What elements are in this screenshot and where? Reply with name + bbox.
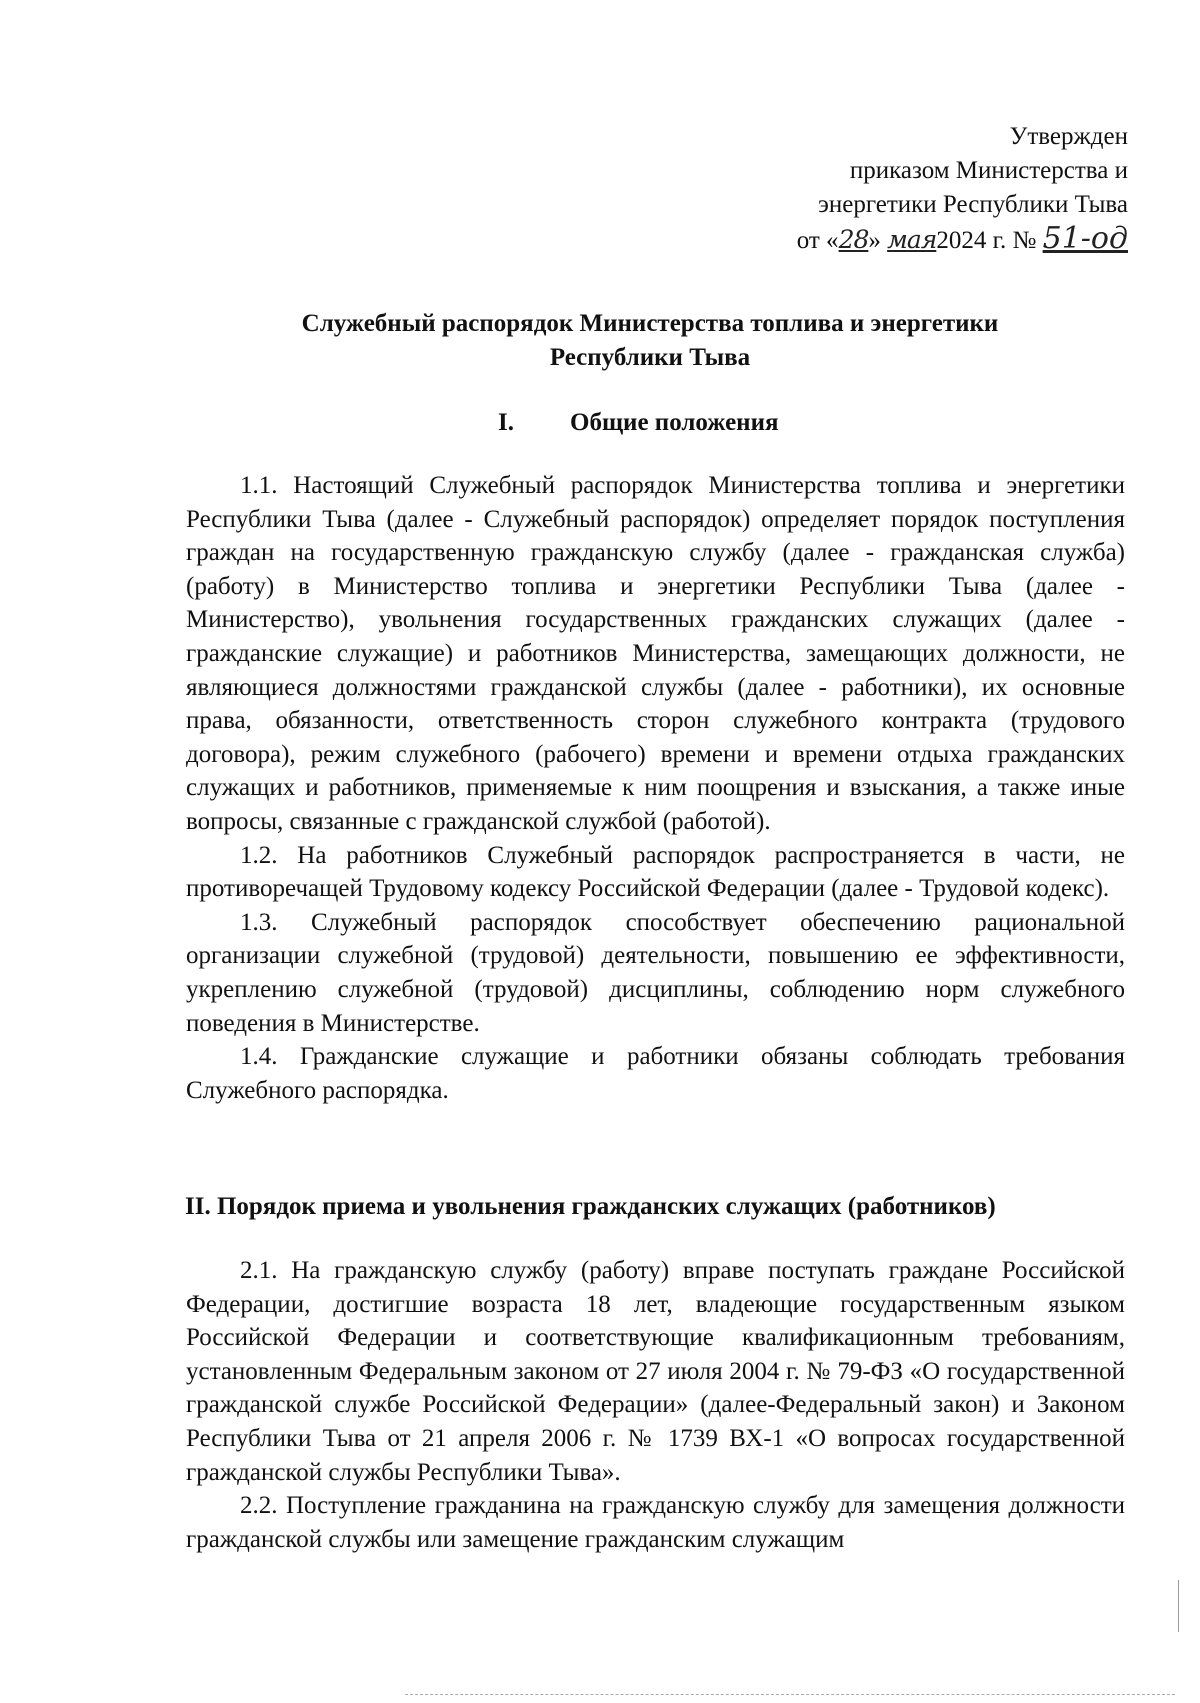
- scan-edge-mark: [1178, 1580, 1179, 1632]
- paragraph-1-1: 1.1. Настоящий Служебный распорядок Министерства топлива и энергетики Республики Тыва (далее - Служебный распорядок) определяет порядок поступления граждан на государственную гражданскую службу (далее - гражданская служба) (работу) в Министерство топлива и энергетики Республики Тыва (далее - Министерство), увольнения государственных гражданских служащих (далее - гражданские служащие) и работников Министерства, замещающих должности, не являющиеся должностями гражданской службы (далее - работники), их основные права, обязанности, ответственность сторон служебного контракта (трудового договора), режим служебного (рабочего) времени и времени отдыха гражданских служащих и работников, применяемые к ним поощрения и взыскания, а также иные вопросы, связанные с гражданской службой (работой).: [186, 472, 1125, 835]
- approval-line-1: Утвержден: [1009, 123, 1128, 150]
- date-prefix: от «: [796, 227, 839, 254]
- date-year: 2024 г. №: [936, 227, 1037, 254]
- paragraph-1-4: 1.4. Гражданские служащие и работники обязаны соблюдать требования Служебного распорядка.: [186, 1043, 1125, 1104]
- paragraph-1-3: 1.3. Служебный распорядок способствует обеспечению рациональной организации служебной (трудовой) деятельности, повышению ее эффективности, укреплению служебной (трудовой) дисциплины, соблюдению норм служебного поведения в Министерстве.: [186, 908, 1125, 1037]
- section-1-body: [186, 469, 1125, 1107]
- document-title: [180, 307, 1120, 375]
- paragraph-2-2: 2.2. Поступление гражданина на гражданскую службу для замещения должности гражданской службы или замещение гражданским служащим: [186, 1492, 1125, 1553]
- section-2-heading: II. Порядок приема и увольнения гражданских служащих (работников): [185, 1193, 996, 1220]
- document-title-line-2: Республики Тыва: [549, 344, 751, 371]
- section-1-heading: [498, 406, 779, 440]
- handwritten-day: 28: [838, 225, 869, 254]
- approval-line-2: приказом Министерства и: [849, 157, 1128, 184]
- paragraph-2-1: 2.1. На гражданскую службу (работу) вправе поступать граждане Российской Федерации, достигшие возраста 18 лет, владеющие государственным языком Российской Федерации и соответствующие квалификационным требованиям, установленным Федеральным законом от 27 июля 2004 г. № 79-ФЗ «О государственной гражданской службе Российской Федерации» (далее-Федеральный закон) и Законом Республики Тыва от 21 апреля 2006 г. № 1739 ВХ-1 «О вопросах государственной гражданской службы Республики Тыва».: [186, 1257, 1125, 1486]
- approval-line-3: энергетики Республики Тыва: [818, 191, 1128, 218]
- document-title-line-1: Служебный распорядок Министерства топлива и энергетики: [301, 310, 999, 337]
- approval-date-line: [648, 222, 1128, 258]
- date-mid: »: [868, 227, 888, 254]
- section-1-number: I.: [498, 409, 514, 436]
- handwritten-month: мая: [887, 225, 937, 254]
- paragraph-1-2: 1.2. На работников Служебный распорядок распространяется в части, не противоречащей Трудовому кодексу Российской Федерации (далее - Трудовой кодекс).: [186, 841, 1125, 903]
- handwritten-order-number: 51-од: [1042, 221, 1128, 256]
- section-2-body: [186, 1254, 1125, 1556]
- scan-bottom-rule: [405, 1694, 1175, 1695]
- approval-stamp-block: [648, 120, 1128, 258]
- section-1-title: Общие положения: [570, 409, 779, 436]
